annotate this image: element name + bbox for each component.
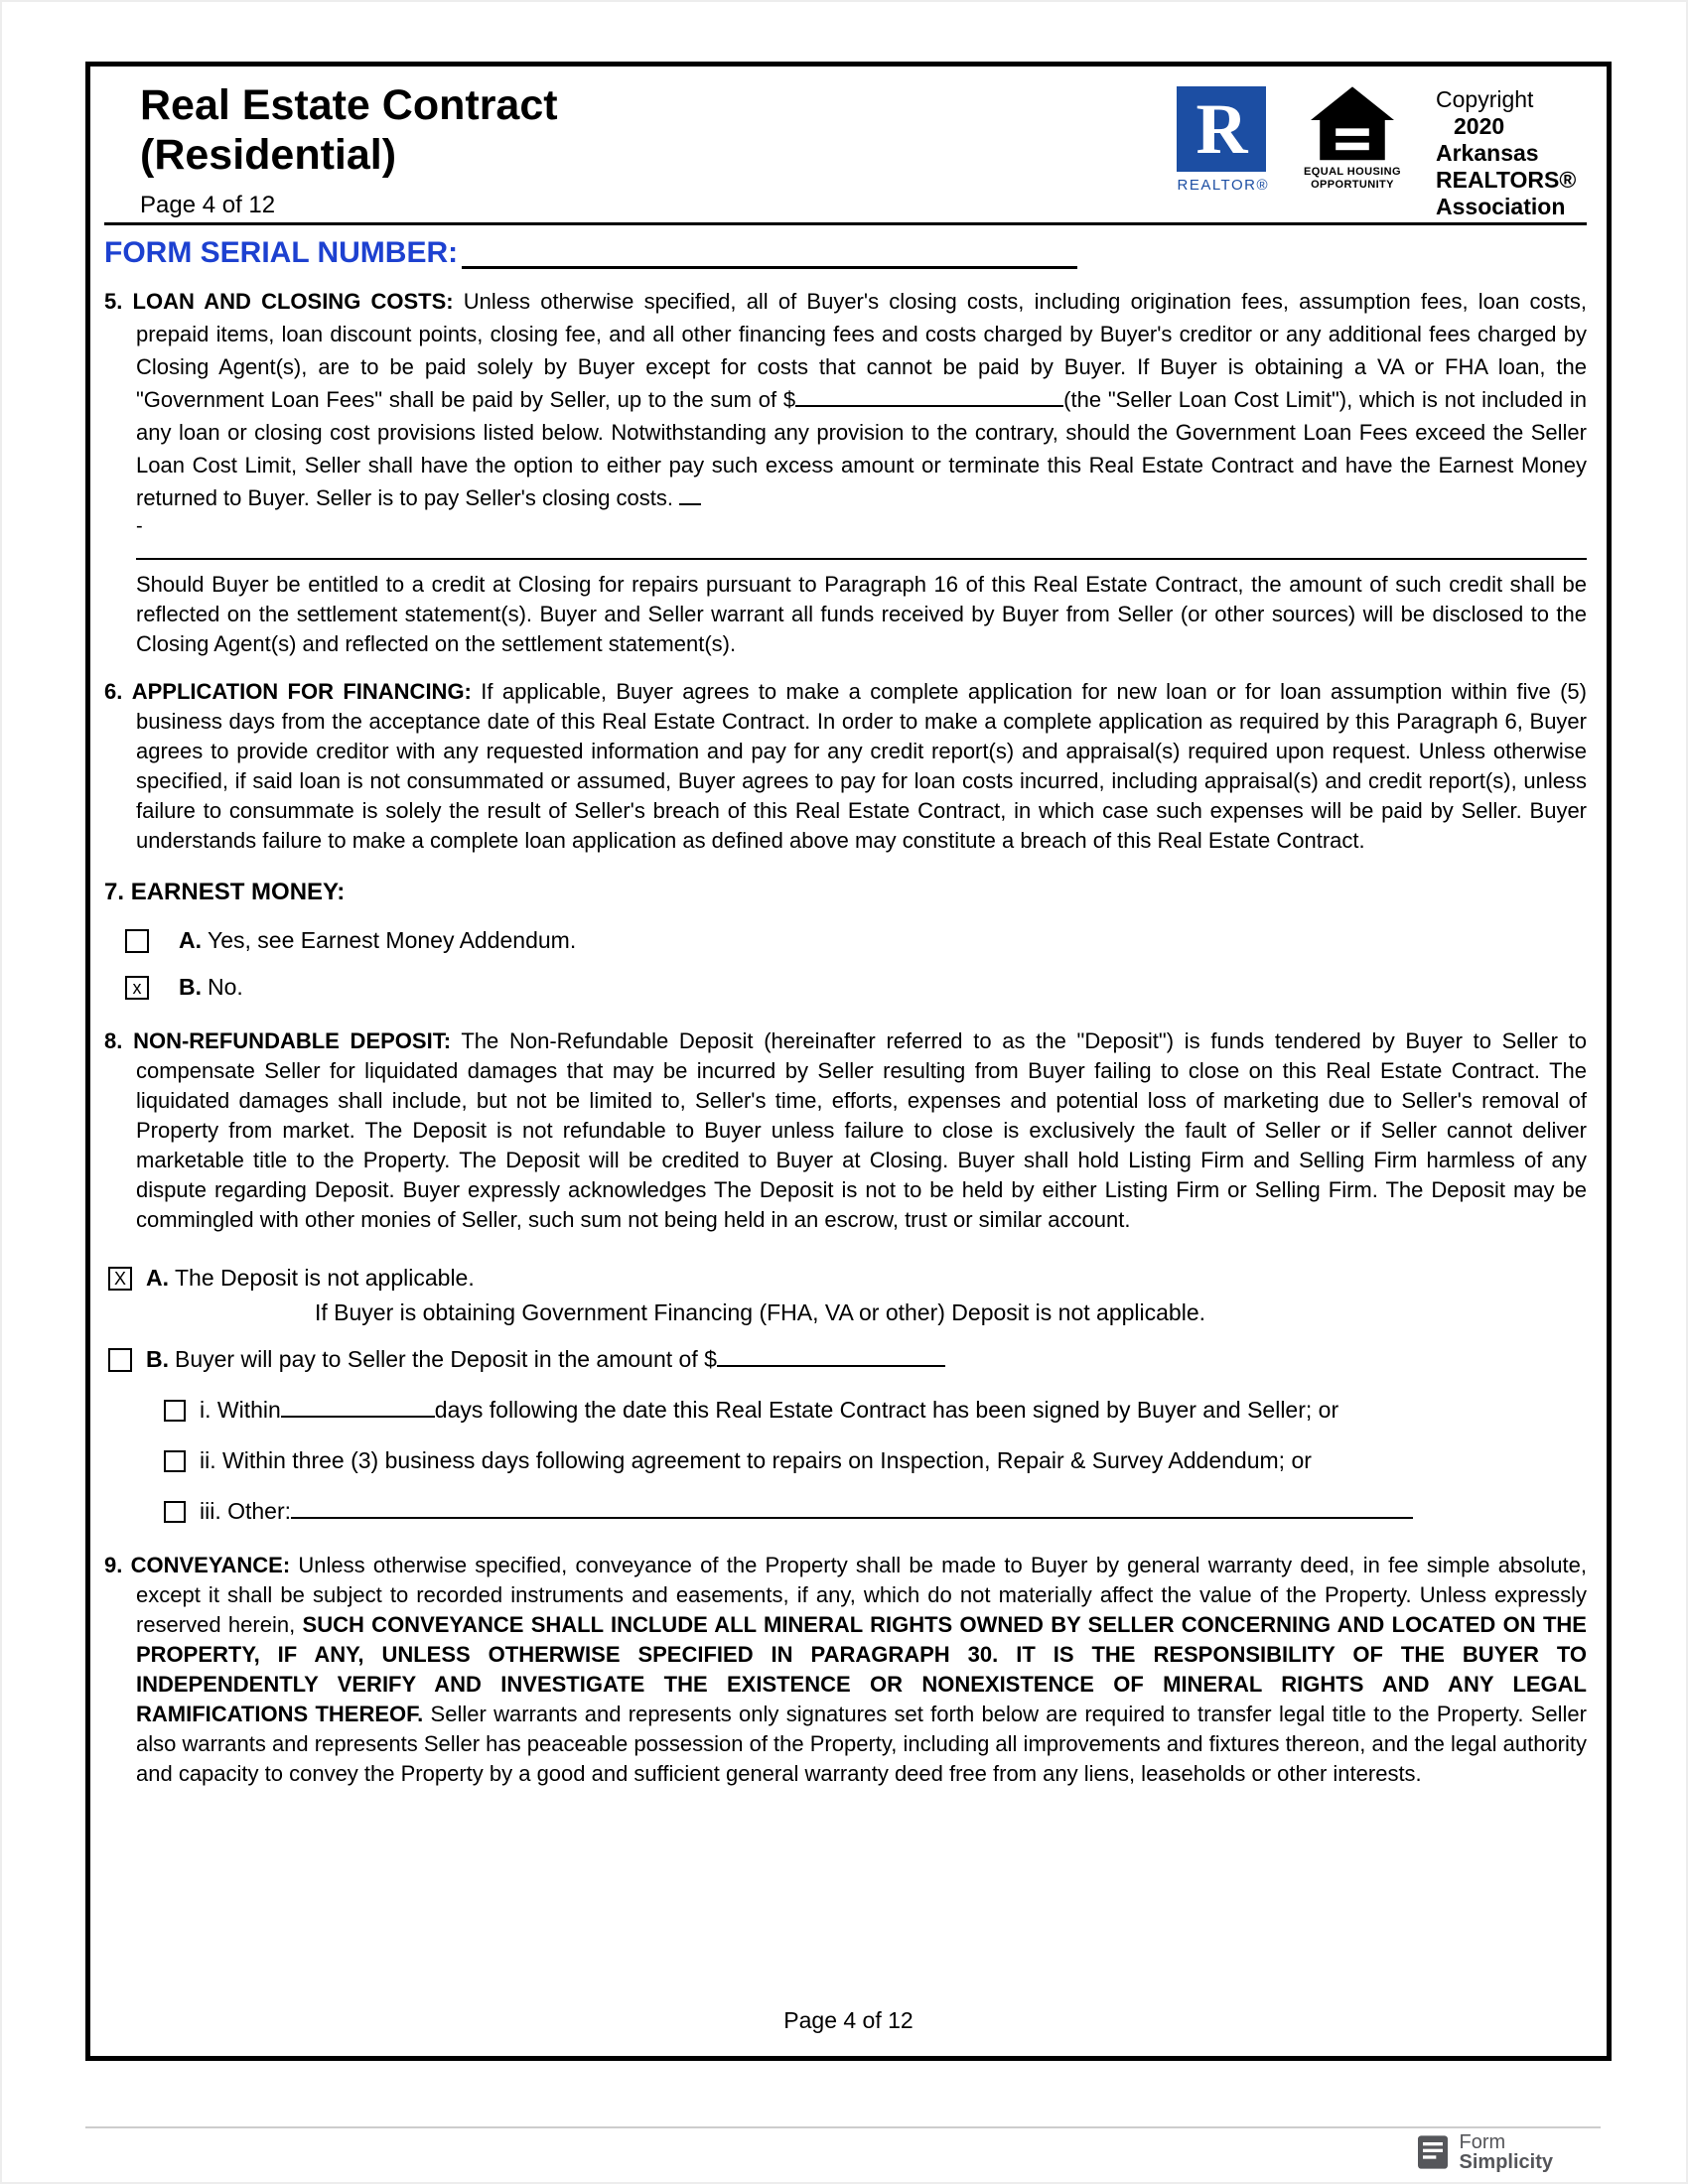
form-title-line1: Real Estate Contract xyxy=(140,81,558,129)
section-5-text-2: (the "Seller Loan Cost Limit"), which is not included in any loan or closing cost provisions listed below. Notwithstanding any provision to the contrary, should the Government Loan Fees exceed the Seller Loan Cost Limit, Seller shall have the option to either pay such excess amount or terminate this Real Estate Contract and have the Earnest Money returned to Buyer. Seller is to pay Seller's closing costs. xyxy=(136,387,1587,510)
form-serial-input-line[interactable] xyxy=(462,241,1077,269)
stray-dash-mark: - xyxy=(136,515,143,537)
section-9-text-2: Seller warrants and represents only signatures set forth below are required to transfer legal title to the Property. Seller also warrants and represents Seller has peaceable possession of the Property, including all improvements and fixtures thereon, and the legal authority and capacity to convey the Property by a good and sufficient general warranty deed free from any liens, leaseholds or other interests. xyxy=(136,1702,1587,1786)
checkbox-deposit-after-repairs[interactable] xyxy=(164,1450,186,1472)
page-footer-number: Page 4 of 12 xyxy=(783,2007,914,2033)
realtor-r-letter: R xyxy=(1196,89,1248,169)
section-5-title: LOAN AND CLOSING COSTS: xyxy=(132,289,454,314)
option-letter-b: B. xyxy=(179,974,202,1000)
earnest-money-option-b-text xyxy=(179,974,243,1001)
deposit-option-letter-b: B. xyxy=(146,1346,169,1372)
equal-housing-label-line1: EQUAL HOUSING xyxy=(1304,166,1401,178)
deposit-option-label-a: The Deposit is not applicable. xyxy=(175,1265,475,1291)
checkbox-deposit-not-applicable-mark: X xyxy=(113,1268,126,1289)
section-6-number: 6. xyxy=(104,679,123,704)
section-5-number: 5. xyxy=(104,289,123,314)
deposit-other-blank[interactable] xyxy=(291,1499,1413,1519)
form-simplicity-logo xyxy=(1413,2132,1553,2172)
deposit-suboption-ii-label: ii. Within three (3) business days following agreement to repairs on Inspection, Repair & Survey Addendum; or xyxy=(200,1447,1312,1473)
section-6-application-for-financing xyxy=(104,677,1587,856)
earnest-money-option-b-row xyxy=(125,974,1587,1001)
form-simplicity-icon xyxy=(1413,2132,1453,2172)
option-letter-a: A. xyxy=(179,927,202,953)
section-8-non-refundable-deposit xyxy=(104,1026,1587,1235)
deposit-option-b-row xyxy=(108,1346,1587,1373)
section-9-bold-mineral-rights: SUCH CONVEYANCE SHALL INCLUDE ALL MINERAL RIGHTS OWNED BY SELLER CONCERNING AND LOCATED ON THE PROPERTY, IF ANY, UNLESS OTHERWISE SPECIFIED IN PARAGRAPH 30. IT IS THE RESPONSIBILITY OF THE BUYER TO INDEPENDENTLY VERIFY AND INVESTIGATE THE EXISTENCE OR NONEXISTENCE OF MINERAL RIGHTS AND ANY LEGAL RAMIFICATIONS THEREOF. xyxy=(136,1612,1587,1726)
header xyxy=(104,80,1587,220)
copyright-org-line2: Association xyxy=(1436,194,1566,219)
section-6-text: If applicable, Buyer agrees to make a complete application for new loan or for loan assumption within five (5) business days from the acceptance date of this Real Estate Contract. In order to make a complete application as required by this Paragraph 6, Buyer agrees to provide creditor with any requested information and pay for any credit report(s) and appraisal(s) required upon request. Unless otherwise specified, if said loan is not consummated or assumed, Buyer agrees to pay for loan costs incurred, including appraisal(s) and credit report(s), unless failure to consummate is solely the result of Seller's breach of this Real Estate Contract, in which case such expenses will be paid by Seller. Buyer understands failure to make a complete loan application as defined above may constitute a breach of this Real Estate Contract. xyxy=(136,679,1587,853)
section-9-title: CONVEYANCE: xyxy=(130,1553,291,1577)
realtor-logo-label: REALTOR® xyxy=(1177,177,1269,194)
checkbox-earnest-money-yes[interactable] xyxy=(125,929,149,953)
brand-word-simplicity: Simplicity xyxy=(1459,2151,1553,2173)
option-label-b: No. xyxy=(208,974,243,1000)
section-8-number: 8. xyxy=(104,1028,123,1053)
deposit-suboption-i-text xyxy=(200,1397,1338,1424)
equal-housing-house-icon xyxy=(1311,86,1394,164)
footer-divider xyxy=(85,2126,1601,2128)
realtor-r-icon xyxy=(1177,86,1266,172)
section-8-text: The Non-Refundable Deposit (hereinafter referred to as the "Deposit") is funds tendered by Buyer to Seller to compensate Seller for liquidated damages that may be incurred by Seller resulting from Buyer failing to close on this Real Estate Contract. The liquidated damages shall include, but not be limited to, Seller's time, efforts, expenses and potential loss of marketing due to Seller's removal of Property from market. The Deposit is not refundable to Buyer unless failure to close is exclusively the fault of Seller or if Seller cannot deliver marketable title to the Property. The Deposit will be credited to Buyer at Closing. Buyer shall hold Listing Firm and Selling Firm harmless of any dispute regarding Deposit. Buyer expressly acknowledges The Deposit is not to be held by either Listing Firm or Selling Firm. The Deposit may be commingled with other monies of Seller, such sum not being held in an escrow, trust or similar account. xyxy=(136,1028,1587,1232)
option-label-a: Yes, see Earnest Money Addendum. xyxy=(208,927,577,953)
section-6-title: APPLICATION FOR FINANCING: xyxy=(131,679,472,704)
checkbox-earnest-money-no-mark: x xyxy=(132,977,142,998)
header-page-number: Page 4 of 12 xyxy=(140,192,276,218)
earnest-money-option-a-text xyxy=(179,927,576,954)
realtor-logo xyxy=(1177,86,1269,194)
deposit-option-a-text xyxy=(146,1265,475,1292)
brand-word-form: Form xyxy=(1459,2131,1506,2153)
section-7-title: EARNEST MONEY: xyxy=(130,879,346,905)
header-divider-line xyxy=(104,222,1587,225)
deposit-suboption-iii-text xyxy=(200,1498,1413,1525)
equal-housing-label-line2: OPPORTUNITY xyxy=(1311,179,1394,191)
checkbox-deposit-not-applicable[interactable] xyxy=(108,1267,132,1291)
deposit-option-a-row xyxy=(108,1265,1587,1292)
seller-loan-cost-limit-amount-blank[interactable] xyxy=(795,387,1063,407)
form-serial-row xyxy=(104,237,1587,269)
section-9-number: 9. xyxy=(104,1553,123,1577)
form-title-block xyxy=(140,80,558,219)
form-simplicity-wordmark xyxy=(1460,2132,1553,2172)
header-logos xyxy=(1177,86,1587,220)
section-5-loan-and-closing-costs xyxy=(104,285,1587,514)
deposit-suboption-i-row xyxy=(164,1397,1587,1424)
section-5-trailing-blank[interactable] xyxy=(679,485,701,505)
contract-page-frame xyxy=(85,62,1612,2061)
deposit-suboption-ii-row xyxy=(164,1447,1587,1474)
section-5-text-1: Unless otherwise specified, all of Buyer's closing costs, including origination fees, assumption fees, loan costs, prepaid items, loan discount points, closing fee, and all other financing fees and costs charged by Buyer's creditor or any additional fees charged by Closing Agent(s), are to be paid solely by Buyer except for costs that cannot be paid by Buyer. If Buyer is obtaining a VA or FHA loan, the "Government Loan Fees" shall be paid by Seller, up to the sum of $ xyxy=(136,289,1587,412)
deposit-suboption-i-pre: i. Within xyxy=(200,1397,281,1423)
copyright-state: Arkansas xyxy=(1436,140,1539,166)
equal-housing-logo xyxy=(1297,86,1408,192)
closing-credit-note-text: Should Buyer be entitled to a credit at Closing for repairs pursuant to Paragraph 16 of this Real Estate Contract, the amount of such credit shall be reflected on the settlement statement(s). Buyer and Seller warrant all funds received by Buyer from Seller (or other sources) will be disclosed to the Closing Agent(s) and reflected on the settlement statement(s). xyxy=(136,572,1587,656)
deposit-suboption-iii-row xyxy=(164,1498,1587,1525)
copyright-year: 2020 xyxy=(1454,113,1505,139)
deposit-suboption-i-post: days following the date this Real Estate Contract has been signed by Buyer and Seller; or xyxy=(434,1397,1339,1423)
deposit-option-b-text xyxy=(146,1346,945,1373)
closing-credit-note xyxy=(136,570,1587,659)
deposit-option-letter-a: A. xyxy=(146,1265,169,1291)
additional-terms-write-in-line[interactable] xyxy=(136,558,1587,560)
form-title-line2: (Residential) xyxy=(140,131,397,179)
form-serial-label: FORM SERIAL NUMBER: xyxy=(104,236,459,269)
section-9-text-1: Unless otherwise specified, conveyance of the Property shall be made to Buyer by general warranty deed, in fee simple absolute, except it shall be subject to recorded instruments and easements, if any, which do not materially affect the value of the Property. Unless expressly reserved herein, xyxy=(136,1553,1587,1637)
deposit-suboption-ii-text xyxy=(200,1447,1312,1474)
earnest-money-option-a-row xyxy=(125,927,1587,954)
copyright-word: Copyright xyxy=(1436,86,1534,112)
checkbox-deposit-within-days[interactable] xyxy=(164,1400,186,1422)
copyright-org-line1: REALTORS® xyxy=(1436,167,1577,193)
copyright-block xyxy=(1436,86,1587,220)
deposit-days-blank[interactable] xyxy=(281,1398,435,1418)
section-7-earnest-money-heading xyxy=(104,878,1587,907)
deposit-option-label-b: Buyer will pay to Seller the Deposit in the amount of $ xyxy=(175,1346,717,1372)
checkbox-deposit-buyer-pays[interactable] xyxy=(108,1348,132,1372)
checkbox-earnest-money-no[interactable] xyxy=(125,976,149,1000)
equal-housing-label xyxy=(1297,166,1408,192)
section-8-title: NON-REFUNDABLE DEPOSIT: xyxy=(133,1028,452,1053)
deposit-option-a-note: If Buyer is obtaining Government Financing (FHA, VA or other) Deposit is not applicable. xyxy=(315,1299,1206,1325)
checkbox-deposit-other[interactable] xyxy=(164,1501,186,1523)
section-9-conveyance xyxy=(104,1551,1587,1789)
deposit-amount-blank[interactable] xyxy=(717,1347,945,1367)
deposit-suboption-iii-label: iii. Other: xyxy=(200,1498,292,1524)
section-7-number: 7. xyxy=(104,879,125,905)
